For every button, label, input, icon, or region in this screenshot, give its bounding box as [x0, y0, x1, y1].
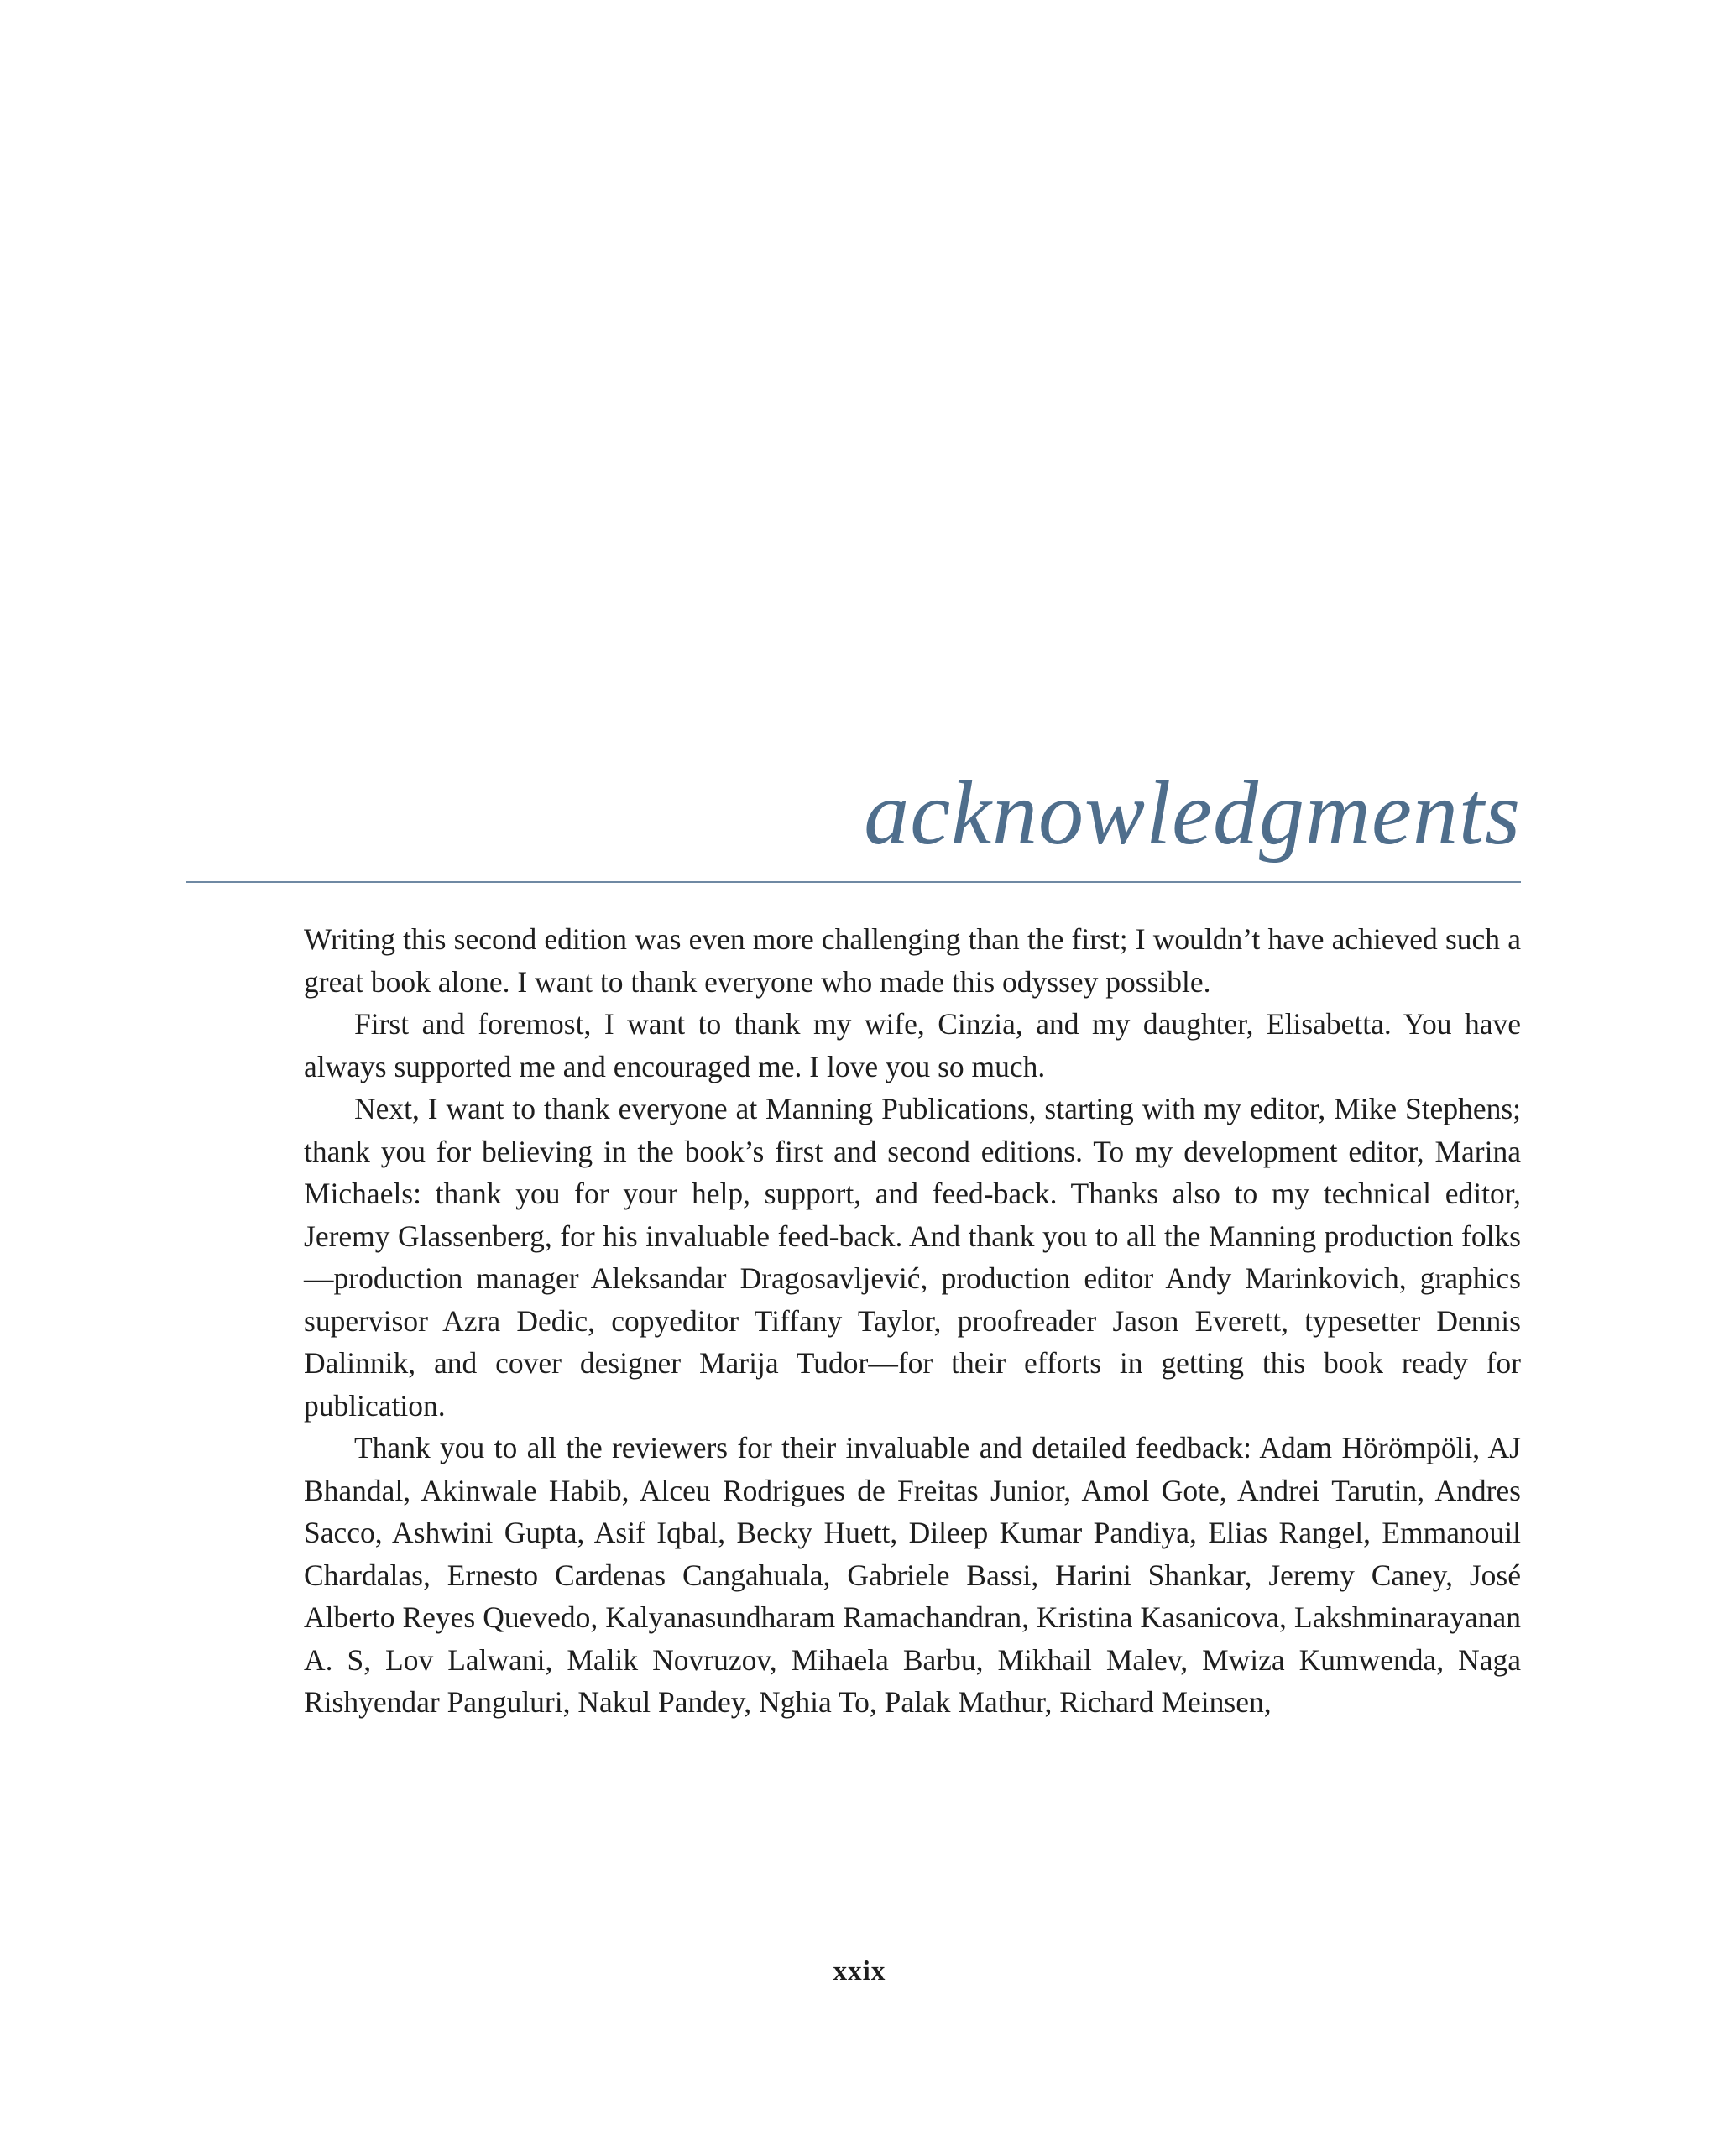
chapter-title: acknowledgments [864, 764, 1521, 864]
paragraph-manning: Next, I want to thank everyone at Manning Publications, starting with my editor, Mike Stephens; thank you for believing in the book’s first and second editions. To my development editor, Marina Michaels: thank you for your help, support, and feed-back. Thanks also to my technical editor, Jeremy Glassenberg, for his invaluable feed-back. And thank you to all the Manning production folks—production manager Aleksandar Dragosavljević, production editor Andy Marinkovich, graphics supervisor Azra Dedic, copyeditor Tiffany Taylor, proofreader Jason Everett, typesetter Dennis Dalinnik, and cover designer Marija Tudor—for their efforts in getting this book ready for publication. [304, 1092, 1521, 1423]
title-rule [186, 881, 1521, 883]
acknowledgments-body [304, 918, 1521, 1724]
paragraph-intro: Writing this second edition was even more challenging than the first; I wouldn’t have achieved such a great book alone. I want to thank everyone who made this odyssey possible. [304, 922, 1521, 999]
paragraph-reviewers: Thank you to all the reviewers for their invaluable and detailed feedback: Adam Hörömpöli, AJ Bhandal, Akinwale Habib, Alceu Rodrigues de Freitas Junior, Amol Gote, Andrei Tarutin, Andres Sacco, Ashwini Gupta, Asif Iqbal, Becky Huett, Dileep Kumar Pandiya, Elias Rangel, Emmanouil Chardalas, Ernesto Cardenas Cangahuala, Gabriele Bassi, Harini Shankar, Jeremy Caney, José Alberto Reyes Quevedo, Kalyanasundharam Ramachandran, Kristina Kasanicova, Lakshminarayanan A. S, Lov Lalwani, Malik Novruzov, Mihaela Barbu, Mikhail Malev, Mwiza Kumwenda, Naga Rishyendar Panguluri, Nakul Pandey, Nghia To, Palak Mathur, Richard Meinsen, [304, 1431, 1521, 1719]
paragraph-family: First and foremost, I want to thank my wife, Cinzia, and my daughter, Elisabetta. You have always supported me and encouraged me. I love you so much. [304, 1007, 1521, 1083]
page-number: xxix [833, 1956, 886, 1986]
